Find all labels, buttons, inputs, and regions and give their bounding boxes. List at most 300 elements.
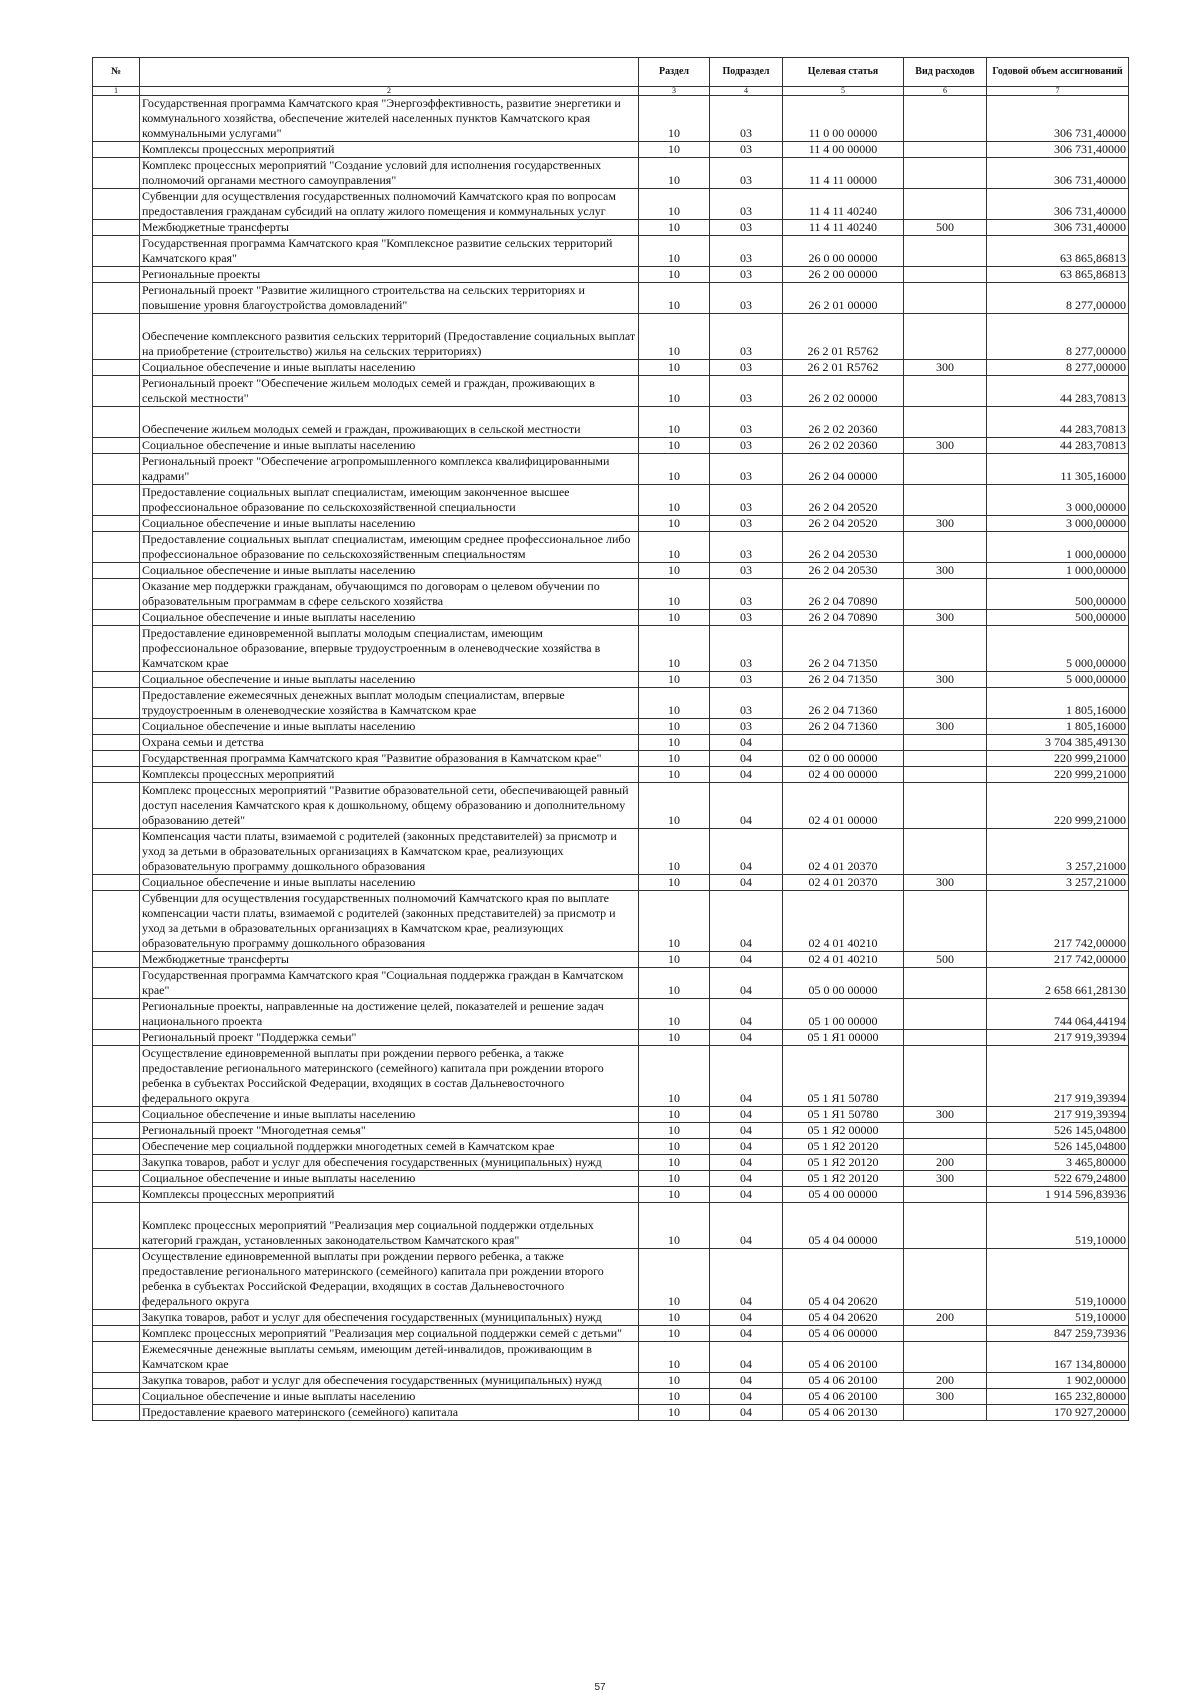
name-cell: Региональный проект "Поддержка семьи" (140, 1030, 639, 1046)
num-cell (93, 1405, 140, 1421)
expense-type-cell (904, 158, 987, 189)
amount-cell: 170 927,20000 (987, 1405, 1129, 1421)
expense-type-cell (904, 485, 987, 516)
target-article-cell: 05 1 Я2 20120 (783, 1171, 904, 1187)
target-article-cell: 02 4 00 00000 (783, 767, 904, 783)
header-target-article: Целевая статья (783, 58, 904, 87)
podrazdel-cell: 04 (710, 875, 783, 891)
num-cell (93, 1046, 140, 1107)
razdel-cell: 10 (639, 968, 710, 999)
name-cell: Закупка товаров, работ и услуг для обеспечения государственных (муниципальных) нужд (140, 1373, 639, 1389)
table-row (93, 1046, 1129, 1107)
name-cell: Межбюджетные трансферты (140, 952, 639, 968)
header-podrazdel: Подраздел (710, 58, 783, 87)
target-article-cell: 05 4 04 00000 (783, 1203, 904, 1249)
amount-cell: 167 134,80000 (987, 1342, 1129, 1373)
expense-type-cell (904, 1203, 987, 1249)
name-cell: Социальное обеспечение и иные выплаты населению (140, 1107, 639, 1123)
num-cell (93, 688, 140, 719)
table-row (93, 1326, 1129, 1342)
table-row (93, 579, 1129, 610)
name-cell: Предоставление социальных выплат специалистам, имеющим законченное высшее профессиональное образование по сельскохозяйственной специальности (140, 485, 639, 516)
expense-type-cell (904, 532, 987, 563)
target-article-cell: 26 2 02 20360 (783, 407, 904, 438)
razdel-cell: 10 (639, 719, 710, 735)
podrazdel-cell: 04 (710, 1249, 783, 1310)
amount-cell: 3 465,80000 (987, 1155, 1129, 1171)
name-cell: Государственная программа Камчатского края "Комплексное развитие сельских территорий Камчатского края" (140, 236, 639, 267)
num-cell (93, 626, 140, 672)
amount-cell: 217 919,39394 (987, 1046, 1129, 1107)
name-cell: Социальное обеспечение и иные выплаты населению (140, 672, 639, 688)
podrazdel-cell: 03 (710, 672, 783, 688)
expense-type-cell: 300 (904, 563, 987, 579)
amount-cell: 220 999,21000 (987, 751, 1129, 767)
name-cell: Оказание мер поддержки гражданам, обучающимся по договорам о целевом обучении по образовательным программам в сфере сельского хозяйства (140, 579, 639, 610)
podrazdel-cell: 03 (710, 360, 783, 376)
target-article-cell: 26 2 04 70890 (783, 610, 904, 626)
num-cell (93, 142, 140, 158)
expense-type-cell (904, 1405, 987, 1421)
podrazdel-cell: 04 (710, 1046, 783, 1107)
table-row (93, 158, 1129, 189)
target-article-cell: 26 2 01 R5762 (783, 360, 904, 376)
column-numbers-row (93, 87, 1129, 96)
amount-cell: 3 000,00000 (987, 516, 1129, 532)
podrazdel-cell: 03 (710, 189, 783, 220)
razdel-cell: 10 (639, 579, 710, 610)
table-row (93, 314, 1129, 360)
name-cell: Субвенции для осуществления государственных полномочий Камчатского края по выплате компенсации части платы, взимаемой с родителей (законных представителей) за присмотр и уход за детьми в образовательных организациях в Камчатском крае, реализующих образовательную программу дошкольного образования (140, 891, 639, 952)
expense-type-cell (904, 96, 987, 142)
razdel-cell: 10 (639, 688, 710, 719)
name-cell: Социальное обеспечение и иные выплаты населению (140, 516, 639, 532)
target-article-cell: 02 4 01 00000 (783, 783, 904, 829)
table-row (93, 1405, 1129, 1421)
razdel-cell: 10 (639, 314, 710, 360)
expense-type-cell (904, 1342, 987, 1373)
num-cell (93, 1171, 140, 1187)
num-cell (93, 454, 140, 485)
header-name (140, 58, 639, 87)
num-cell (93, 968, 140, 999)
name-cell: Предоставление социальных выплат специалистам, имеющим среднее профессиональное либо профессиональное образование по сельскохозяйственным специальностям (140, 532, 639, 563)
table-row (93, 1139, 1129, 1155)
expense-type-cell: 300 (904, 719, 987, 735)
razdel-cell: 10 (639, 767, 710, 783)
name-cell: Предоставление ежемесячных денежных выплат молодым специалистам, впервые трудоустроенным в оленеводческие хозяйства в Камчатском крае (140, 688, 639, 719)
podrazdel-cell: 04 (710, 783, 783, 829)
razdel-cell: 10 (639, 610, 710, 626)
amount-cell: 1 000,00000 (987, 532, 1129, 563)
table-row (93, 952, 1129, 968)
name-cell: Социальное обеспечение и иные выплаты населению (140, 610, 639, 626)
podrazdel-cell: 04 (710, 1171, 783, 1187)
razdel-cell: 10 (639, 891, 710, 952)
razdel-cell: 10 (639, 735, 710, 751)
target-article-cell: 05 1 Я2 00000 (783, 1123, 904, 1139)
razdel-cell: 10 (639, 1139, 710, 1155)
podrazdel-cell: 03 (710, 454, 783, 485)
table-row (93, 783, 1129, 829)
table-body (93, 96, 1129, 1421)
amount-cell: 44 283,70813 (987, 438, 1129, 454)
expense-type-cell (904, 454, 987, 485)
num-cell (93, 672, 140, 688)
amount-cell: 217 742,00000 (987, 952, 1129, 968)
expense-type-cell (904, 189, 987, 220)
table-row (93, 220, 1129, 236)
podrazdel-cell: 04 (710, 952, 783, 968)
target-article-cell: 26 2 04 20520 (783, 485, 904, 516)
target-article-cell: 11 4 11 40240 (783, 220, 904, 236)
expense-type-cell (904, 891, 987, 952)
podrazdel-cell: 03 (710, 438, 783, 454)
table-row (93, 999, 1129, 1030)
target-article-cell: 26 0 00 00000 (783, 236, 904, 267)
table-row (93, 1310, 1129, 1326)
table-row (93, 96, 1129, 142)
amount-cell: 1 000,00000 (987, 563, 1129, 579)
target-article-cell: 05 4 04 20620 (783, 1249, 904, 1310)
target-article-cell: 26 2 04 20530 (783, 532, 904, 563)
razdel-cell: 10 (639, 516, 710, 532)
amount-cell: 522 679,24800 (987, 1171, 1129, 1187)
name-cell: Комплексы процессных мероприятий (140, 767, 639, 783)
expense-type-cell: 300 (904, 610, 987, 626)
razdel-cell: 10 (639, 1405, 710, 1421)
expense-type-cell: 300 (904, 875, 987, 891)
podrazdel-cell: 04 (710, 1326, 783, 1342)
expense-type-cell (904, 236, 987, 267)
amount-cell: 220 999,21000 (987, 767, 1129, 783)
amount-cell: 217 919,39394 (987, 1107, 1129, 1123)
expense-type-cell (904, 767, 987, 783)
podrazdel-cell: 04 (710, 1310, 783, 1326)
expense-type-cell: 300 (904, 516, 987, 532)
target-article-cell: 05 1 Я2 20120 (783, 1155, 904, 1171)
podrazdel-cell: 04 (710, 1373, 783, 1389)
table-row (93, 1123, 1129, 1139)
podrazdel-cell: 04 (710, 1405, 783, 1421)
amount-cell: 8 277,00000 (987, 314, 1129, 360)
target-article-cell (783, 735, 904, 751)
name-cell: Государственная программа Камчатского края "Энергоэффективность, развитие энергетики и коммунального хозяйства, обеспечение жителей населенных пунктов Камчатского края коммунальными услугами" (140, 96, 639, 142)
expense-type-cell (904, 314, 987, 360)
column-number: 2 (140, 87, 639, 96)
podrazdel-cell: 04 (710, 829, 783, 875)
table-row (93, 610, 1129, 626)
target-article-cell: 05 4 06 20100 (783, 1373, 904, 1389)
razdel-cell: 10 (639, 875, 710, 891)
podrazdel-cell: 03 (710, 220, 783, 236)
expense-type-cell: 200 (904, 1310, 987, 1326)
table-row (93, 267, 1129, 283)
target-article-cell: 26 2 02 00000 (783, 376, 904, 407)
table-row (93, 1171, 1129, 1187)
amount-cell: 306 731,40000 (987, 96, 1129, 142)
name-cell: Комплекс процессных мероприятий "Реализация мер социальной поддержки семей с детьми" (140, 1326, 639, 1342)
name-cell: Осуществление единовременной выплаты при рождении первого ребенка, а также предоставление регионального материнского (семейного) капитала при рождении второго ребенка в субъектах Российской Федерации, входящих в состав Дальневосточного федерального округа (140, 1046, 639, 1107)
num-cell (93, 1326, 140, 1342)
num-cell (93, 999, 140, 1030)
razdel-cell: 10 (639, 952, 710, 968)
razdel-cell: 10 (639, 376, 710, 407)
amount-cell: 847 259,73936 (987, 1326, 1129, 1342)
target-article-cell: 11 4 00 00000 (783, 142, 904, 158)
razdel-cell: 10 (639, 283, 710, 314)
name-cell: Комплекс процессных мероприятий "Создание условий для исполнения государственных полномочий органами местного самоуправления" (140, 158, 639, 189)
amount-cell: 744 064,44194 (987, 999, 1129, 1030)
expense-type-cell (904, 735, 987, 751)
expense-type-cell: 300 (904, 1171, 987, 1187)
expense-type-cell (904, 1046, 987, 1107)
amount-cell: 526 145,04800 (987, 1123, 1129, 1139)
amount-cell: 306 731,40000 (987, 142, 1129, 158)
num-cell (93, 376, 140, 407)
amount-cell: 63 865,86813 (987, 267, 1129, 283)
razdel-cell: 10 (639, 829, 710, 875)
amount-cell: 526 145,04800 (987, 1139, 1129, 1155)
table-row (93, 189, 1129, 220)
amount-cell: 519,10000 (987, 1310, 1129, 1326)
num-cell (93, 751, 140, 767)
expense-type-cell: 300 (904, 1107, 987, 1123)
amount-cell: 2 658 661,28130 (987, 968, 1129, 999)
podrazdel-cell: 04 (710, 999, 783, 1030)
amount-cell: 165 232,80000 (987, 1389, 1129, 1405)
amount-cell: 63 865,86813 (987, 236, 1129, 267)
target-article-cell: 26 2 04 00000 (783, 454, 904, 485)
name-cell: Региональные проекты (140, 267, 639, 283)
num-cell (93, 719, 140, 735)
table-row (93, 875, 1129, 891)
razdel-cell: 10 (639, 563, 710, 579)
razdel-cell: 10 (639, 783, 710, 829)
amount-cell: 217 919,39394 (987, 1030, 1129, 1046)
razdel-cell: 10 (639, 96, 710, 142)
num-cell (93, 891, 140, 952)
table-row (93, 283, 1129, 314)
expense-type-cell (904, 783, 987, 829)
podrazdel-cell: 03 (710, 579, 783, 610)
num-cell (93, 1310, 140, 1326)
razdel-cell: 10 (639, 158, 710, 189)
razdel-cell: 10 (639, 142, 710, 158)
num-cell (93, 1203, 140, 1249)
num-cell (93, 267, 140, 283)
amount-cell: 306 731,40000 (987, 220, 1129, 236)
num-cell (93, 516, 140, 532)
razdel-cell: 10 (639, 1155, 710, 1171)
column-number: 6 (904, 87, 987, 96)
expense-type-cell (904, 1139, 987, 1155)
name-cell: Обеспечение комплексного развития сельских территорий (Предоставление социальных выплат на приобретение (строительство) жилья на сельских территориях) (140, 314, 639, 360)
name-cell: Охрана семьи и детства (140, 735, 639, 751)
target-article-cell: 05 4 06 00000 (783, 1326, 904, 1342)
target-article-cell: 05 1 Я1 50780 (783, 1107, 904, 1123)
name-cell: Предоставление краевого материнского (семейного) капитала (140, 1405, 639, 1421)
amount-cell: 44 283,70813 (987, 407, 1129, 438)
podrazdel-cell: 03 (710, 626, 783, 672)
amount-cell: 217 742,00000 (987, 891, 1129, 952)
target-article-cell: 05 0 00 00000 (783, 968, 904, 999)
expense-type-cell (904, 1123, 987, 1139)
name-cell: Социальное обеспечение и иные выплаты населению (140, 360, 639, 376)
amount-cell: 306 731,40000 (987, 158, 1129, 189)
table-row (93, 1155, 1129, 1171)
target-article-cell: 11 4 11 40240 (783, 189, 904, 220)
name-cell: Социальное обеспечение и иные выплаты населению (140, 1389, 639, 1405)
amount-cell: 8 277,00000 (987, 360, 1129, 376)
podrazdel-cell: 03 (710, 314, 783, 360)
table-row (93, 829, 1129, 875)
target-article-cell: 05 4 06 20100 (783, 1389, 904, 1405)
expense-type-cell: 300 (904, 1389, 987, 1405)
table-row (93, 1030, 1129, 1046)
target-article-cell: 26 2 04 20520 (783, 516, 904, 532)
num-cell (93, 952, 140, 968)
target-article-cell: 02 4 01 20370 (783, 875, 904, 891)
num-cell (93, 314, 140, 360)
table-row (93, 719, 1129, 735)
table-row (93, 516, 1129, 532)
target-article-cell: 26 2 04 20530 (783, 563, 904, 579)
expense-type-cell: 500 (904, 220, 987, 236)
num-cell (93, 579, 140, 610)
num-cell (93, 189, 140, 220)
expense-type-cell: 500 (904, 952, 987, 968)
amount-cell: 3 257,21000 (987, 875, 1129, 891)
name-cell: Закупка товаров, работ и услуг для обеспечения государственных (муниципальных) нужд (140, 1310, 639, 1326)
podrazdel-cell: 04 (710, 1203, 783, 1249)
num-cell (93, 735, 140, 751)
expense-type-cell: 300 (904, 672, 987, 688)
table-row (93, 688, 1129, 719)
table-row (93, 438, 1129, 454)
table-row (93, 1187, 1129, 1203)
name-cell: Региональный проект "Обеспечение жильем молодых семей и граждан, проживающих в сельской местности" (140, 376, 639, 407)
table-row (93, 454, 1129, 485)
num-cell (93, 532, 140, 563)
name-cell: Комплекс процессных мероприятий "Развитие образовательной сети, обеспечивающей равный доступ населения Камчатского края к дошкольному, общему образованию и дополнительному образованию детей" (140, 783, 639, 829)
column-number: 1 (93, 87, 140, 96)
razdel-cell: 10 (639, 1389, 710, 1405)
amount-cell: 306 731,40000 (987, 189, 1129, 220)
podrazdel-cell: 04 (710, 751, 783, 767)
table-row (93, 1107, 1129, 1123)
razdel-cell: 10 (639, 236, 710, 267)
header-razdel: Раздел (639, 58, 710, 87)
podrazdel-cell: 04 (710, 891, 783, 952)
name-cell: Региональный проект "Обеспечение агропромышленного комплекса квалифицированными кадрами" (140, 454, 639, 485)
target-article-cell: 26 2 01 R5762 (783, 314, 904, 360)
num-cell (93, 1123, 140, 1139)
podrazdel-cell: 03 (710, 563, 783, 579)
table-row (93, 891, 1129, 952)
razdel-cell: 10 (639, 1171, 710, 1187)
table-row (93, 735, 1129, 751)
podrazdel-cell: 04 (710, 1342, 783, 1373)
amount-cell: 500,00000 (987, 579, 1129, 610)
razdel-cell: 10 (639, 1187, 710, 1203)
amount-cell: 44 283,70813 (987, 376, 1129, 407)
table-row (93, 563, 1129, 579)
razdel-cell: 10 (639, 1310, 710, 1326)
num-cell (93, 1249, 140, 1310)
column-number: 3 (639, 87, 710, 96)
razdel-cell: 10 (639, 1107, 710, 1123)
amount-cell: 5 000,00000 (987, 626, 1129, 672)
table-row (93, 360, 1129, 376)
name-cell: Предоставление единовременной выплаты молодым специалистам, имеющим профессиональное образование, впервые трудоустроенным в оленеводческие хозяйства в Камчатском крае (140, 626, 639, 672)
page-number: 57 (594, 1682, 606, 1693)
target-article-cell: 05 4 06 20100 (783, 1342, 904, 1373)
column-number: 5 (783, 87, 904, 96)
name-cell: Государственная программа Камчатского края "Развитие образования в Камчатском крае" (140, 751, 639, 767)
table-row (93, 376, 1129, 407)
table-row (93, 767, 1129, 783)
target-article-cell: 26 2 04 70890 (783, 579, 904, 610)
name-cell: Социальное обеспечение и иные выплаты населению (140, 438, 639, 454)
num-cell (93, 783, 140, 829)
target-article-cell: 05 4 00 00000 (783, 1187, 904, 1203)
name-cell: Социальное обеспечение и иные выплаты населению (140, 875, 639, 891)
target-article-cell: 05 1 Я2 20120 (783, 1139, 904, 1155)
razdel-cell: 10 (639, 532, 710, 563)
podrazdel-cell: 04 (710, 735, 783, 751)
podrazdel-cell: 03 (710, 485, 783, 516)
expense-type-cell (904, 688, 987, 719)
expense-type-cell (904, 283, 987, 314)
razdel-cell: 10 (639, 267, 710, 283)
razdel-cell: 10 (639, 454, 710, 485)
target-article-cell: 26 2 04 71360 (783, 719, 904, 735)
razdel-cell: 10 (639, 220, 710, 236)
num-cell (93, 1187, 140, 1203)
header-annual-amount: Годовой объем ассигнований (987, 58, 1129, 87)
amount-cell: 1 805,16000 (987, 719, 1129, 735)
num-cell (93, 1030, 140, 1046)
razdel-cell: 10 (639, 626, 710, 672)
name-cell: Региональные проекты, направленные на достижение целей, показателей и решение задач национального проекта (140, 999, 639, 1030)
podrazdel-cell: 03 (710, 532, 783, 563)
expense-type-cell (904, 626, 987, 672)
table-row (93, 626, 1129, 672)
target-article-cell: 26 2 01 00000 (783, 283, 904, 314)
razdel-cell: 10 (639, 485, 710, 516)
podrazdel-cell: 04 (710, 968, 783, 999)
amount-cell: 5 000,00000 (987, 672, 1129, 688)
name-cell: Осуществление единовременной выплаты при рождении первого ребенка, а также предоставление регионального материнского (семейного) капитала при рождении второго ребенка в субъектах Российской Федерации, входящих в состав Дальневосточного федерального округа (140, 1249, 639, 1310)
podrazdel-cell: 03 (710, 158, 783, 189)
table-row (93, 751, 1129, 767)
num-cell (93, 283, 140, 314)
table-row (93, 968, 1129, 999)
num-cell (93, 1389, 140, 1405)
podrazdel-cell: 04 (710, 1107, 783, 1123)
num-cell (93, 220, 140, 236)
razdel-cell: 10 (639, 360, 710, 376)
name-cell: Комплекс процессных мероприятий "Реализация мер социальной поддержки отдельных категорий граждан, установленных законодательством Камчатского края" (140, 1203, 639, 1249)
num-cell (93, 438, 140, 454)
name-cell: Обеспечение мер социальной поддержки многодетных семей в Камчатском крае (140, 1139, 639, 1155)
target-article-cell: 26 2 04 71350 (783, 626, 904, 672)
target-article-cell: 02 0 00 00000 (783, 751, 904, 767)
name-cell: Закупка товаров, работ и услуг для обеспечения государственных (муниципальных) нужд (140, 1155, 639, 1171)
expense-type-cell (904, 1030, 987, 1046)
num-cell (93, 360, 140, 376)
